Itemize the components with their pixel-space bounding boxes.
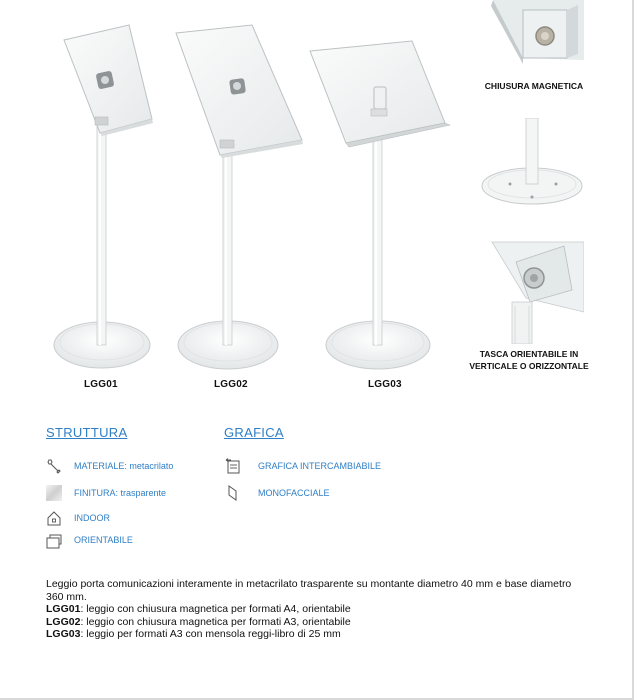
lgg02-lectern (176, 25, 303, 369)
description-code-lgg02: LGG02 (46, 615, 81, 628)
interchangeable-graphic-icon (225, 458, 241, 474)
pocket-detail-photo (486, 240, 584, 344)
orientable-icon (46, 533, 62, 549)
feature-interchangeable-graphic: GRAFICA INTERCAMBIABILE (258, 461, 382, 471)
description-line-lgg03 (46, 628, 586, 641)
wrench-icon (46, 458, 62, 474)
description-text-lgg02: : leggio con chiusura magnetica per formati A3, orientabile (80, 615, 351, 628)
description-line-lgg02 (46, 616, 586, 629)
pocket-caption-line2: VERTICALE O ORIZZONTALE (469, 361, 589, 371)
description-code-lgg03: LGG03 (46, 628, 81, 640)
description-line-lgg01 (46, 603, 586, 616)
feature-material: MATERIALE: metacrilato (74, 461, 174, 471)
product-code-lgg03: LGG03 (368, 379, 402, 390)
lecterns-illustration (40, 15, 460, 375)
base-detail-photo (480, 118, 584, 208)
description-text-lgg03: : leggio per formati A3 con mensola reggi-libro di 25 mm (80, 628, 341, 640)
pocket-caption (458, 348, 600, 372)
magnetic-closure-photo (483, 0, 584, 77)
pocket-caption-line1: TASCA ORIENTABILE IN (479, 349, 579, 359)
finish-swatch-icon (46, 485, 62, 501)
description-code-lgg01: LGG01 (46, 603, 81, 615)
struttura-title: STRUTTURA (46, 425, 128, 440)
house-icon (46, 510, 62, 526)
product-code-lgg02: LGG02 (214, 379, 248, 390)
magnetic-closure-caption: CHIUSURA MAGNETICA (484, 81, 584, 91)
product-code-lgg01: LGG01 (84, 379, 118, 390)
product-description (46, 578, 586, 641)
feature-finish: FINITURA: trasparente (74, 488, 167, 498)
feature-single-sided: MONOFACCIALE (258, 488, 330, 498)
single-sided-icon (225, 485, 241, 501)
feature-orientable: ORIENTABILE (74, 535, 133, 545)
lgg03-lectern (310, 41, 450, 369)
description-intro: Leggio porta comunicazioni interamente in metacrilato trasparente su montante diametro 40 mm e base diametro 360 mm. (46, 578, 572, 603)
description-text-lgg01: : leggio con chiusura magnetica per formati A4, orientabile (80, 603, 351, 615)
grafica-title: GRAFICA (224, 425, 284, 440)
lgg01-lectern (54, 25, 153, 368)
feature-indoor: INDOOR (74, 513, 110, 523)
